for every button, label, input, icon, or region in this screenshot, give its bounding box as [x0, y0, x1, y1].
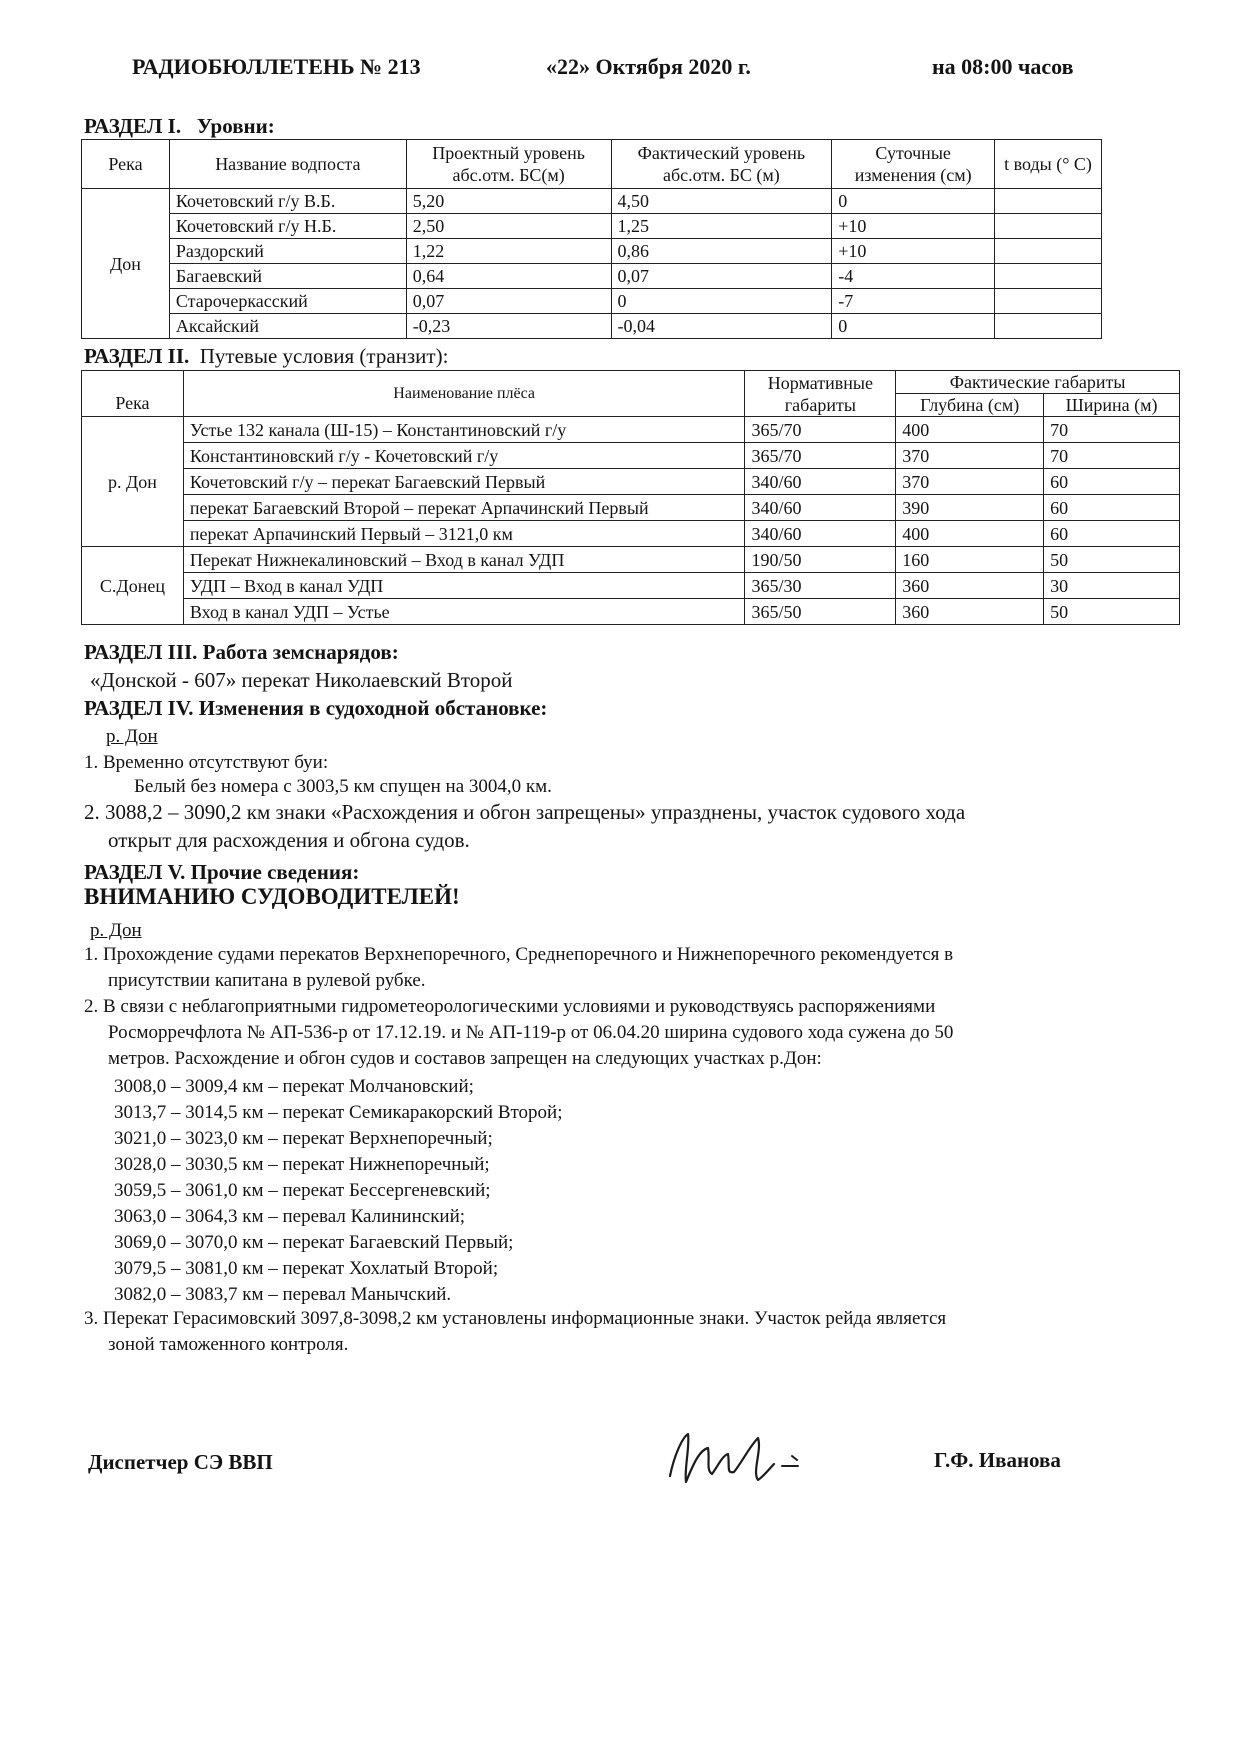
- col-width: Ширина (м): [1044, 394, 1180, 417]
- route-table: [81, 370, 1180, 625]
- section5-item2-line1: 2. В связи с неблагоприятными гидрометеорологическими условиями и руководствуясь распоряжениями: [84, 996, 936, 1017]
- river-cell: р. Дон: [82, 417, 184, 547]
- dispatcher-position: Диспетчер СЭ ВВП: [88, 1450, 273, 1474]
- depth-cell: 370: [896, 443, 1044, 469]
- post-cell: Кочетовский г/у Н.Б.: [169, 214, 406, 239]
- table-row: [82, 189, 1102, 214]
- bulletin-date: «22» Октября 2020 г.: [546, 54, 751, 79]
- col-actual: Фактические габариты: [896, 371, 1180, 394]
- section3-text: «Донской - 607» перекат Николаевский Второй: [90, 668, 513, 692]
- depth-cell: 160: [896, 547, 1044, 573]
- norm-cell: 190/50: [745, 547, 896, 573]
- design-cell: 5,20: [406, 189, 611, 214]
- depth-cell: 400: [896, 521, 1044, 547]
- list-item: 3021,0 – 3023,0 км – перекат Верхнепоречный;: [114, 1128, 493, 1149]
- section1-title: [84, 114, 275, 139]
- norm-cell: 365/70: [745, 417, 896, 443]
- reach-cell: УДП – Вход в канал УДП: [183, 573, 745, 599]
- signature-image: [660, 1426, 830, 1496]
- depth-cell: 390: [896, 495, 1044, 521]
- list-item: 3079,5 – 3081,0 км – перекат Хохлатый Второй;: [114, 1258, 499, 1279]
- section3-title: РАЗДЕЛ III. Работа земснарядов:: [84, 640, 399, 664]
- width-cell: 70: [1044, 417, 1180, 443]
- depth-cell: 400: [896, 417, 1044, 443]
- section1-heading: Уровни:: [196, 114, 275, 138]
- reach-cell: Константиновский г/у - Кочетовский г/у: [183, 443, 745, 469]
- post-cell: Кочетовский г/у В.Б.: [169, 189, 406, 214]
- section5-item1-line2: присутствии капитана в рулевой рубке.: [108, 970, 426, 991]
- section5-title: РАЗДЕЛ V. Прочие сведения:: [84, 860, 360, 884]
- norm-cell: 340/60: [745, 521, 896, 547]
- change-cell: -4: [832, 264, 995, 289]
- bulletin-title: РАДИОБЮЛЛЕТЕНЬ № 213: [132, 54, 421, 79]
- temp-cell: [995, 239, 1102, 264]
- width-cell: 50: [1044, 547, 1180, 573]
- dispatcher-name: Г.Ф. Иванова: [934, 1448, 1061, 1472]
- table-row: [82, 264, 1102, 289]
- col-norm: Нормативные габариты: [745, 371, 896, 417]
- levels-header-row: [82, 140, 1102, 189]
- width-cell: 60: [1044, 521, 1180, 547]
- change-cell: -7: [832, 289, 995, 314]
- col-actual-level: Фактический уровень абс.отм. БС (м): [611, 140, 832, 189]
- section4-item1-title: 1. Временно отсутствуют буи:: [84, 752, 329, 773]
- width-cell: 50: [1044, 599, 1180, 625]
- section5-item2-line2: Росморречфлота № АП-536-р от 17.12.19. и № АП-119-р от 06.04.20 ширина судового хода сужена до 50: [108, 1022, 954, 1043]
- table-row: [82, 469, 1180, 495]
- reach-cell: Вход в канал УДП – Устье: [183, 599, 745, 625]
- col-river: Река: [82, 140, 170, 189]
- section4-title: РАЗДЕЛ IV. Изменения в судоходной обстановке:: [84, 696, 548, 720]
- change-cell: 0: [832, 189, 995, 214]
- norm-cell: 365/30: [745, 573, 896, 599]
- post-cell: Аксайский: [169, 314, 406, 339]
- restricted-list: [114, 1074, 563, 1308]
- change-cell: +10: [832, 239, 995, 264]
- norm-cell: 340/60: [745, 495, 896, 521]
- section5-item3-line2: зоной таможенного контроля.: [108, 1334, 349, 1355]
- design-cell: 2,50: [406, 214, 611, 239]
- list-item: 3008,0 – 3009,4 км – перекат Молчановский;: [114, 1076, 474, 1097]
- section4-river: р. Дон: [106, 726, 158, 747]
- actual-cell: 0,07: [611, 264, 832, 289]
- section4-item1-text: Белый без номера с 3003,5 км спущен на 3004,0 км.: [134, 776, 552, 797]
- section5-river: р. Дон: [90, 920, 142, 941]
- temp-cell: [995, 214, 1102, 239]
- depth-cell: 370: [896, 469, 1044, 495]
- reach-cell: Кочетовский г/у – перекат Багаевский Первый: [183, 469, 745, 495]
- col-river: Река: [82, 371, 184, 417]
- col-daily-change: Суточные изменения (см): [832, 140, 995, 189]
- post-cell: Раздорский: [169, 239, 406, 264]
- section4-item2-line2: открыт для расхождения и обгона судов.: [108, 828, 470, 852]
- table-row: [82, 547, 1180, 573]
- list-item: 3082,0 – 3083,7 км – перевал Манычский.: [114, 1284, 452, 1305]
- col-reach: Наименование плёса: [183, 371, 745, 417]
- table-row: [82, 443, 1180, 469]
- design-cell: -0,23: [406, 314, 611, 339]
- table-row: [82, 521, 1180, 547]
- section5-attention: ВНИМАНИЮ СУДОВОДИТЕЛЕЙ!: [84, 884, 460, 909]
- width-cell: 60: [1044, 495, 1180, 521]
- reach-cell: перекат Арпачинский Первый – 3121,0 км: [183, 521, 745, 547]
- temp-cell: [995, 189, 1102, 214]
- section2-heading: Путевые условия (транзит):: [199, 344, 449, 368]
- design-cell: 0,07: [406, 289, 611, 314]
- section2-number: РАЗДЕЛ II.: [84, 344, 190, 368]
- actual-cell: -0,04: [611, 314, 832, 339]
- section5-item3-line1: 3. Перекат Герасимовский 3097,8-3098,2 км установлены информационные знаки. Участок рейда является: [84, 1308, 947, 1329]
- section5-item2-line3: метров. Расхождение и обгон судов и составов запрещен на следующих участках р.Дон:: [108, 1048, 822, 1069]
- table-row: [82, 214, 1102, 239]
- list-item: 3028,0 – 3030,5 км – перекат Нижнепоречный;: [114, 1154, 490, 1175]
- levels-table: [81, 139, 1102, 339]
- reach-cell: перекат Багаевский Второй – перекат Арпачинский Первый: [183, 495, 745, 521]
- actual-cell: 0,86: [611, 239, 832, 264]
- change-cell: 0: [832, 314, 995, 339]
- list-item: 3063,0 – 3064,3 км – перевал Калининский;: [114, 1206, 466, 1227]
- change-cell: +10: [832, 214, 995, 239]
- bulletin-time: на 08:00 часов: [932, 54, 1074, 79]
- design-cell: 1,22: [406, 239, 611, 264]
- river-cell: Дон: [82, 189, 170, 339]
- table-row: [82, 573, 1180, 599]
- norm-cell: 340/60: [745, 469, 896, 495]
- list-item: 3059,5 – 3061,0 км – перекат Бессергеневский;: [114, 1180, 491, 1201]
- table-row: [82, 417, 1180, 443]
- route-header-row: [82, 371, 1180, 394]
- temp-cell: [995, 289, 1102, 314]
- width-cell: 70: [1044, 443, 1180, 469]
- table-row: [82, 289, 1102, 314]
- river-cell: С.Донец: [82, 547, 184, 625]
- col-depth: Глубина (см): [896, 394, 1044, 417]
- table-row: [82, 314, 1102, 339]
- section5-item1-line1: 1. Прохождение судами перекатов Верхнепоречного, Среднепоречного и Нижнепоречного рекомендуется в: [84, 944, 954, 965]
- design-cell: 0,64: [406, 264, 611, 289]
- post-cell: Старочеркасский: [169, 289, 406, 314]
- temp-cell: [995, 314, 1102, 339]
- temp-cell: [995, 264, 1102, 289]
- table-row: [82, 495, 1180, 521]
- section4-item2-line1: 2. 3088,2 – 3090,2 км знаки «Расхождения и обгон запрещены» упразднены, участок судового хода: [84, 800, 966, 824]
- post-cell: Багаевский: [169, 264, 406, 289]
- table-row: [82, 599, 1180, 625]
- col-post: Название водпоста: [169, 140, 406, 189]
- depth-cell: 360: [896, 573, 1044, 599]
- section2-title: [84, 344, 448, 369]
- width-cell: 60: [1044, 469, 1180, 495]
- list-item: 3013,7 – 3014,5 км – перекат Семикаракорский Второй;: [114, 1102, 563, 1123]
- list-item: 3069,0 – 3070,0 км – перекат Багаевский Первый;: [114, 1232, 514, 1253]
- reach-cell: Перекат Нижнекалиновский – Вход в канал УДП: [183, 547, 745, 573]
- width-cell: 30: [1044, 573, 1180, 599]
- actual-cell: 4,50: [611, 189, 832, 214]
- norm-cell: 365/70: [745, 443, 896, 469]
- reach-cell: Устье 132 канала (Ш-15) – Константиновский г/у: [183, 417, 745, 443]
- col-design-level: Проектный уровень абс.отм. БС(м): [406, 140, 611, 189]
- table-row: [82, 239, 1102, 264]
- col-water-temp: t воды (° С): [995, 140, 1102, 189]
- depth-cell: 360: [896, 599, 1044, 625]
- section1-number: РАЗДЕЛ I.: [84, 114, 182, 138]
- actual-cell: 1,25: [611, 214, 832, 239]
- actual-cell: 0: [611, 289, 832, 314]
- norm-cell: 365/50: [745, 599, 896, 625]
